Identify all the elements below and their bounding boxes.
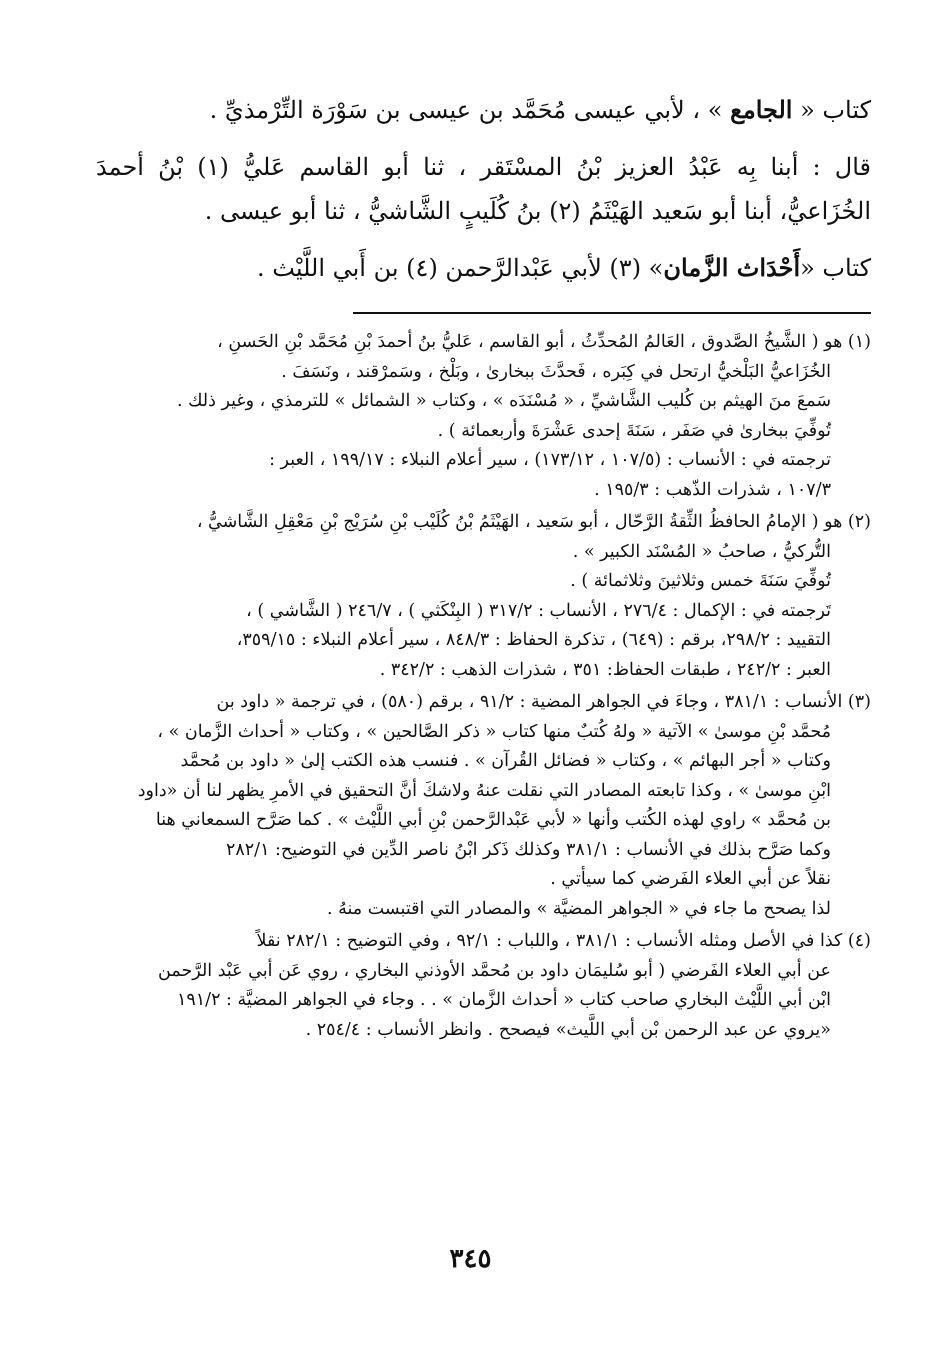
book-suffix: » (٣) لأبي عَبْدالرَّحمن (٤) بن أَبي اللَّيْث . — [257, 254, 664, 282]
footnote-line: ترجمته في : الأنساب : (١٠٧/٥ ، ١٧٣/١٢) ، سير أعلام النبلاء : ١٩٩/١٧ ، العبر : — [269, 450, 831, 470]
book-prefix: كتاب « — [800, 254, 871, 282]
footnote-line: ابْنِ موسىٰ » ، وكذا تابعته المصادر التي نقلت عنهُ ولاشكَ أنَّ التحقيق في الأمرِ يظهر لنا أن «داود — [137, 780, 831, 801]
footnote-line: سَمعَ منَ الهيثم بن كُليب الشَّاشيِّ ، « مُسْنَدَه » ، وكتاب « الشمائل » للترمذي ، وغير ذلك . — [176, 391, 831, 411]
footnote-line: التقييد : ٢٩٨/٢، برقم : (٦٤٩) ، تذكرة الحفاظ : ٨٤٨/٣ ، سير أعلام النبلاء : ٣٥٩/١٥، — [236, 630, 831, 650]
footnote-line: ابْن أبي اللَّيْث البخاري صاحب كتاب « أحداث الزَّمان » . . وجاء في الجواهر المضيَّة : ١٩١/٢ — [176, 990, 831, 1010]
footnote-line: وكما صَرَّح بذلك في الأنساب : ٣٨١/١ وكذلك ذَكر ابْنُ ناصر الدِّين في التوضيح: ٢٨٢/١ — [225, 839, 831, 860]
footnote-line: (٤) كذا في الأصل ومثله الأنساب : ٣٨١/١ ، واللباب : ٩٢/١ ، وفي التوضيح : ٢٨٢/١ نقلاً — [256, 931, 871, 951]
footnote-line: «يروي عن عبد الرحمن بْن أبي اللَّيث» فيصحح . وانظر الأنساب : ٢٥٤/٤ . — [305, 1019, 831, 1040]
footnote-line: (٣) الأنساب : ٣٨١/١ ، وجاءَ في الجواهر المضية : ٩١/٢ ، برقم (٥٨٠) ، في ترجمة « داود بن — [216, 692, 871, 712]
page-body — [96, 88, 871, 1048]
footnote-2 — [96, 508, 871, 685]
main-paragraph-3 — [96, 246, 871, 290]
footnote-line: الخُزَاعيُّ البَلْخيُّ ارتحل في كِبَره ، فَحدَّثَ ببخارىٰ ، وبَلْخ ، وسَمرْقند ، ونَسَفَ . — [281, 361, 831, 382]
footnote-line: مُحمَّد بْنِ موسىٰ » الآتية « ولهُ كُتبٌ منها كتاب « ذكر الصَّالحين » ، وكتاب « أحداث الزَّمان » ، — [157, 721, 831, 742]
footnote-line: ١٠٧/٣ ، شذرات الذّهب : ١٩٥/٣ . — [594, 479, 831, 500]
footnotes — [96, 328, 871, 1045]
footnote-divider — [353, 312, 871, 314]
footnote-line: لذا يصحح ما جاء في « الجواهر المضيَّة » والمصادر التي اقتبست منهُ . — [327, 898, 831, 919]
footnote-3 — [96, 688, 871, 924]
footnote-line: التُّركيُّ ، صاحبُ « المُسْنَد الكبير » . — [572, 541, 831, 562]
page-number: ٣٤٥ — [449, 1244, 492, 1274]
footnote-line: بن مُحمَّد » راوي لهذه الكُتب وأنها « لأبي عَبْدالرَّحمن بْنِ أبي اللَّيْث » . كما صَرَّح السمعاني هنا — [155, 810, 831, 830]
main-paragraph-1 — [96, 88, 871, 132]
footnote-line: العبر : ٢٤٢/٢ ، طبقات الحفاظ: ٣٥١ ، شذرات الذهب : ٣٤٢/٢ . — [379, 659, 831, 680]
book-title: أَحْدَاث الزَّمان — [663, 253, 801, 282]
footnote-line: نقلاً عن أبي العلاء الفَرضي كما سيأتي . — [550, 869, 831, 889]
footnote-line: (١) هو ( الشَّيخُ الصَّدوق ، العَالمُ المُحدِّثُ ، أبو القاسم ، عَليُّ بنُ أحمدَ بْنِ مُحَمَّد بْنِ الحَسنِ ، — [217, 332, 871, 352]
footnote-line: (٢) هو ( الإمامُ الحافظُ الثِّقةُ الرَّحّال ، أبو سَعيد ، الهَيْثَمُ بْنُ كُلَيْب بْنِ سُرَيْج بْنِ مَعْقِلِ الشَّاشيُّ ، — [196, 512, 871, 532]
main-text — [96, 88, 871, 290]
footnote-line: عن أبي العلاء الفَرضي ( أبو سُليمَان داود بن مُحمَّد الأوذني البخاري ، روي عَن أبي عَبْد الرَّحمن — [158, 960, 831, 981]
footnote-line: تَرجمته في : الإكمال : ٢٧٦/٤ ، الأنساب : ٣١٧/٢ ( البِنْكَثي ) ، ٢٤٦/٧ ( الشَّاشي ) ، — [246, 600, 831, 621]
footnote-line: تُوفِّيَ ببخارىٰ في صَفَر ، سَنَةَ إحدى عَشْرَةَ وأربعمائة ) . — [437, 420, 831, 441]
main-paragraph-2: قال : أبنا بِه عَبْدُ العزيز بْنُ المسْتَقر ، ثنا أبو القاسم عَليُّ (١) بْنُ أحمدَ الخُزَاعيُّ، أبنا أبو سَعيد الهَيْثَمُ (٢) بنُ كُلَيبٍ الشَّاشيُّ ، ثنا أبو عيسى . — [96, 153, 872, 225]
footnote-line: وكتاب « أجر البهائم » ، وكتاب « فضائل القُرآن » . فنسب هذه الكتب إلىٰ « داود بن مُحمَّد — [180, 751, 831, 771]
footnote-line: تُوفِّيَ سَنَةَ خمس وثلاثينَ وثلاثمائة ) . — [570, 571, 831, 591]
book-suffix: » ، لأبي عيسى مُحَمَّد بن عيسى بن سَوْرَة التِّرْمذيِّ . — [209, 96, 731, 124]
book-prefix: كتاب « — [792, 96, 871, 124]
book-title: الجامع — [730, 95, 793, 124]
footnote-1 — [96, 328, 871, 505]
footnote-4 — [96, 927, 871, 1045]
